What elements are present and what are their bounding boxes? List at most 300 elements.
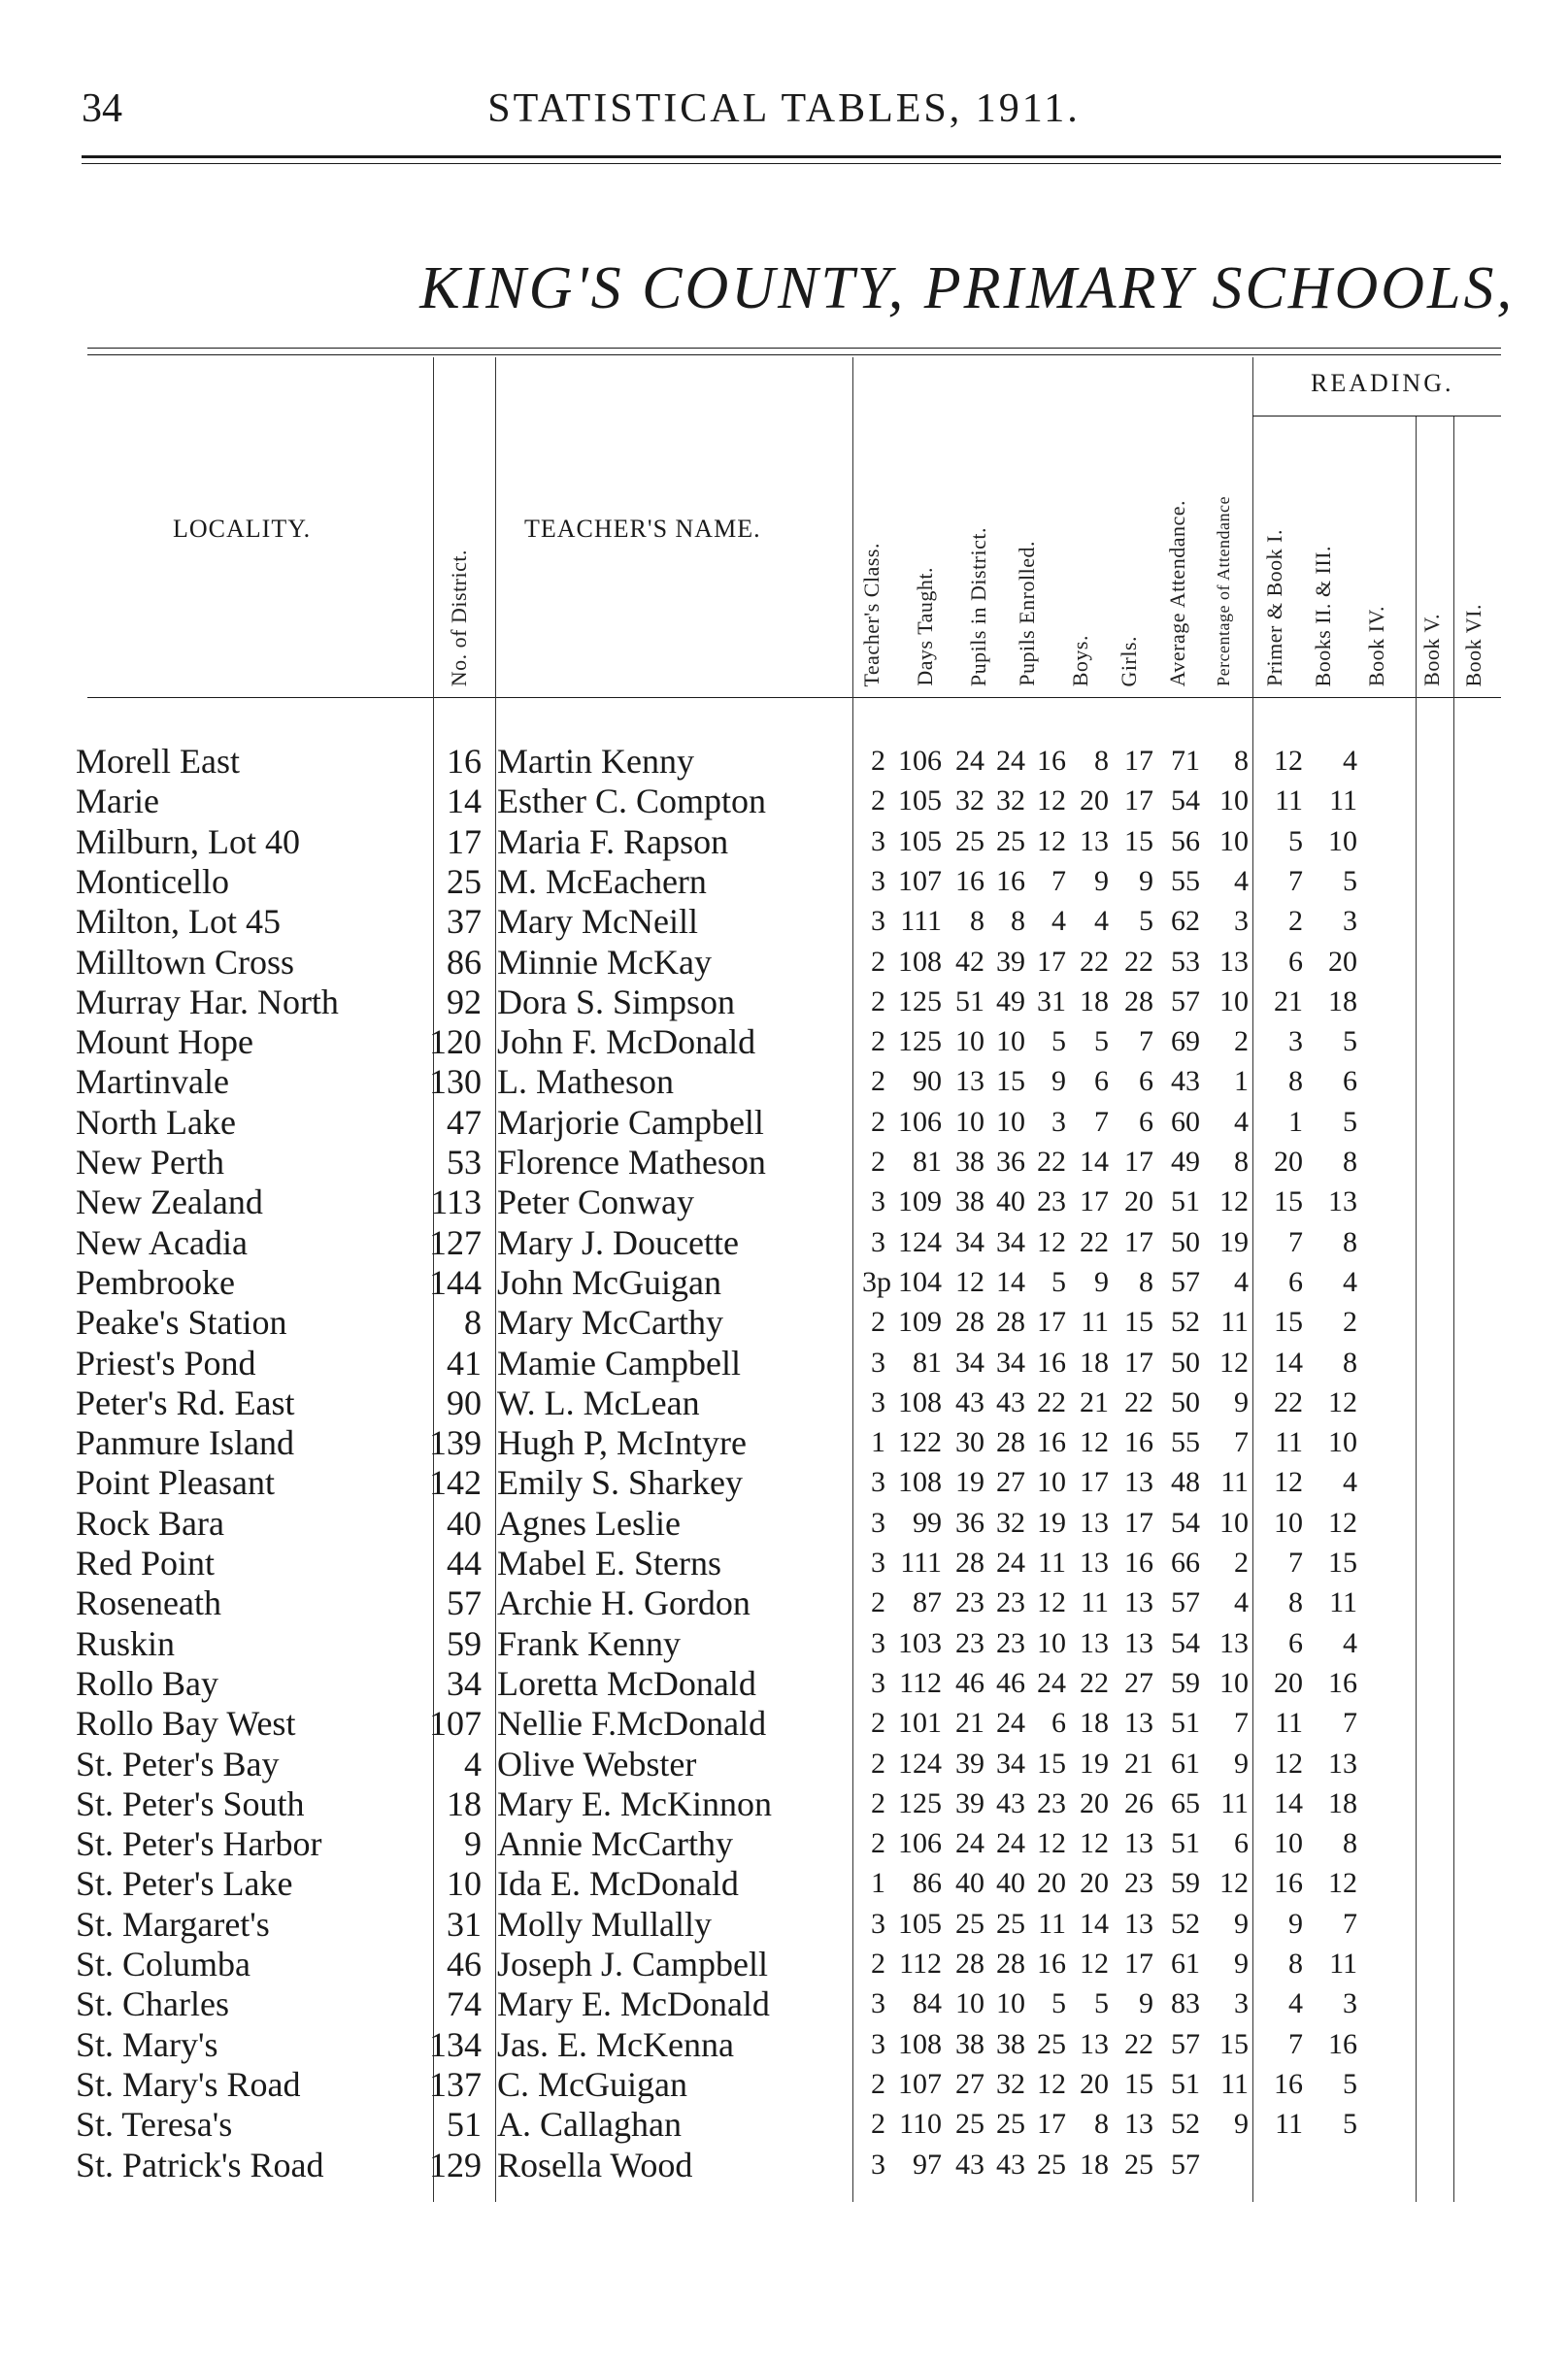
days-cell: 107 [898, 864, 942, 897]
header-avg-attendance: Average Attendance. [1165, 499, 1189, 686]
locality-cell: St. Columba [76, 1945, 251, 1983]
b23-cell: 16 [1274, 1867, 1303, 1900]
pct-cell: 54 [1171, 1506, 1200, 1539]
table-row [0, 1983, 1568, 2023]
cls-cell: 3 [871, 1506, 885, 1539]
days-cell: 125 [898, 984, 942, 1017]
locality-cell: Milburn, Lot 40 [76, 821, 300, 861]
b4-cell: 10 [1328, 1426, 1357, 1459]
cls-cell: 2 [871, 1747, 885, 1780]
enr-cell: 10 [996, 1105, 1025, 1138]
b4-cell: 4 [1343, 1626, 1357, 1659]
dist-cell: 28 [955, 1948, 984, 1980]
header-days-taught: Days Taught. [913, 567, 937, 686]
boys-cell: 11 [1038, 1907, 1066, 1940]
avg-cell: 13 [1124, 1827, 1153, 1860]
cls-cell: 2 [871, 745, 885, 777]
days-cell: 111 [900, 1547, 942, 1579]
b4-cell: 5 [1343, 2067, 1357, 2100]
b4-cell: 10 [1328, 824, 1357, 857]
enr-cell: 36 [996, 1146, 1025, 1178]
district-no-cell: 74 [447, 1984, 482, 2024]
boys-cell: 25 [1037, 2148, 1066, 2181]
district-no-cell: 18 [447, 1783, 482, 1823]
header-boys: Boys. [1068, 634, 1092, 686]
locality-cell: St. Peter's Bay [76, 1744, 280, 1783]
b23-cell: 12 [1274, 1466, 1303, 1499]
teacher-name-cell: Florence Matheson [497, 1143, 766, 1182]
locality-cell: Peter's Rd. East [76, 1383, 295, 1422]
b4-cell: 16 [1328, 2027, 1357, 2060]
district-no-cell: 34 [447, 1663, 482, 1703]
dist-cell: 38 [955, 1185, 984, 1218]
cls-cell: 3 [871, 864, 885, 897]
boys-cell: 3 [1051, 1105, 1066, 1138]
days-cell: 87 [913, 1586, 942, 1619]
district-no-cell: 137 [429, 2064, 482, 2104]
girls-cell: 22 [1080, 1225, 1109, 1258]
enr-cell: 32 [996, 784, 1025, 817]
locality-cell: North Lake [76, 1102, 236, 1142]
pct-cell: 53 [1171, 945, 1200, 978]
dist-cell: 40 [955, 1867, 984, 1900]
b4-cell: 13 [1328, 1747, 1357, 1780]
cls-cell: 2 [871, 784, 885, 817]
days-cell: 106 [898, 1105, 942, 1138]
locality-cell: Panmure Island [76, 1423, 294, 1463]
primer-cell: 13 [1219, 945, 1249, 978]
boys-cell: 25 [1037, 2027, 1066, 2060]
girls-cell: 9 [1094, 864, 1109, 897]
cls-cell: 1 [871, 1867, 885, 1900]
dist-cell: 34 [955, 1346, 984, 1379]
dist-cell: 39 [955, 1747, 984, 1780]
avg-cell: 26 [1124, 1786, 1153, 1819]
cls-cell: 2 [871, 1707, 885, 1740]
b4-cell: 8 [1343, 1146, 1357, 1178]
avg-cell: 25 [1124, 2148, 1153, 2181]
boys-cell: 12 [1037, 1827, 1066, 1860]
table-row [0, 1823, 1568, 1863]
days-cell: 105 [898, 824, 942, 857]
enr-cell: 28 [996, 1306, 1025, 1339]
girls-cell: 18 [1080, 1346, 1109, 1379]
days-cell: 84 [913, 1987, 942, 2020]
section-title: KING'S COUNTY, PRIMARY SCHOOLS, [419, 255, 1515, 321]
table-row [0, 1021, 1568, 1061]
avg-cell: 21 [1124, 1747, 1153, 1780]
dist-cell: 34 [955, 1225, 984, 1258]
teacher-name-cell: Hugh P, McIntyre [497, 1423, 747, 1463]
b23-cell: 14 [1274, 1346, 1303, 1379]
locality-cell: New Acadia [76, 1222, 248, 1262]
days-cell: 106 [898, 1827, 942, 1860]
dist-cell: 42 [955, 945, 984, 978]
header-rule-thick [82, 155, 1501, 158]
dist-cell: 38 [955, 2027, 984, 2060]
dist-cell: 13 [955, 1065, 984, 1098]
table-row [0, 1142, 1568, 1182]
boys-cell: 6 [1051, 1707, 1066, 1740]
days-cell: 125 [898, 1025, 942, 1058]
teacher-name-cell: C. McGuigan [497, 2064, 687, 2104]
cls-cell: 2 [871, 2108, 885, 2141]
b4-cell: 2 [1343, 1306, 1357, 1339]
table-row [0, 1102, 1568, 1142]
header-locality: LOCALITY. [173, 515, 312, 543]
enr-cell: 32 [996, 1506, 1025, 1539]
locality-cell: St. Teresa's [76, 2105, 233, 2145]
district-no-cell: 14 [447, 782, 482, 821]
girls-cell: 8 [1094, 745, 1109, 777]
b4-cell: 5 [1343, 2108, 1357, 2141]
boys-cell: 20 [1037, 1867, 1066, 1900]
district-no-cell: 57 [447, 1583, 482, 1623]
boys-cell: 23 [1037, 1185, 1066, 1218]
dist-cell: 43 [955, 1385, 984, 1418]
girls-cell: 8 [1094, 2108, 1109, 2141]
primer-cell: 7 [1234, 1426, 1249, 1459]
table-row [0, 1343, 1568, 1383]
cls-cell: 3 [871, 1385, 885, 1418]
b4-cell: 3 [1343, 905, 1357, 938]
locality-cell: St. Peter's South [76, 1783, 305, 1823]
table-row [0, 1302, 1568, 1342]
teacher-name-cell: Mabel E. Sterns [497, 1544, 721, 1583]
cls-cell: 2 [871, 1025, 885, 1058]
enr-cell: 10 [996, 1987, 1025, 2020]
b23-cell: 20 [1274, 1146, 1303, 1178]
dist-cell: 10 [955, 1987, 984, 2020]
days-cell: 81 [913, 1146, 942, 1178]
header-book-4: Book IV. [1364, 605, 1388, 686]
days-cell: 112 [899, 1948, 942, 1980]
cls-cell: 2 [871, 1827, 885, 1860]
enr-cell: 23 [996, 1586, 1025, 1619]
boys-cell: 12 [1037, 1225, 1066, 1258]
district-no-cell: 134 [429, 2024, 482, 2064]
boys-cell: 23 [1037, 1786, 1066, 1819]
b23-cell: 6 [1288, 945, 1303, 978]
primer-cell: 9 [1234, 1385, 1249, 1418]
pct-cell: 57 [1171, 1586, 1200, 1619]
enr-cell: 27 [996, 1466, 1025, 1499]
b23-cell: 9 [1288, 1907, 1303, 1940]
b4-cell: 12 [1328, 1867, 1357, 1900]
boys-cell: 22 [1037, 1385, 1066, 1418]
pct-cell: 52 [1171, 1306, 1200, 1339]
b4-cell: 8 [1343, 1827, 1357, 1860]
avg-cell: 13 [1124, 1626, 1153, 1659]
header-teacher-class: Teacher's Class. [859, 542, 884, 686]
table-row [0, 1583, 1568, 1622]
teacher-name-cell: Archie H. Gordon [497, 1583, 751, 1623]
days-cell: 107 [898, 2067, 942, 2100]
primer-cell: 11 [1220, 1466, 1249, 1499]
primer-cell: 3 [1234, 1987, 1249, 2020]
girls-cell: 18 [1080, 1707, 1109, 1740]
avg-cell: 17 [1124, 1506, 1153, 1539]
locality-cell: Rock Bara [76, 1503, 224, 1543]
locality-cell: St. Patrick's Road [76, 2145, 324, 2184]
girls-cell: 12 [1080, 1948, 1109, 1980]
pct-cell: 50 [1171, 1385, 1200, 1418]
girls-cell: 4 [1094, 905, 1109, 938]
enr-cell: 10 [996, 1025, 1025, 1058]
header-pct-attendance: Percentage of Attendance [1214, 496, 1233, 686]
days-cell: 108 [898, 1466, 942, 1499]
b23-cell: 22 [1274, 1385, 1303, 1418]
table-row [0, 1783, 1568, 1823]
dist-cell: 36 [955, 1506, 984, 1539]
pct-cell: 62 [1171, 905, 1200, 938]
girls-cell: 12 [1080, 1827, 1109, 1860]
b23-cell: 14 [1274, 1786, 1303, 1819]
primer-cell: 10 [1219, 1666, 1249, 1699]
boys-cell: 22 [1037, 1146, 1066, 1178]
girls-cell: 13 [1080, 2027, 1109, 2060]
pct-cell: 48 [1171, 1466, 1200, 1499]
b23-cell: 6 [1288, 1626, 1303, 1659]
b4-cell: 12 [1328, 1506, 1357, 1539]
dist-cell: 32 [955, 784, 984, 817]
avg-cell: 27 [1124, 1666, 1153, 1699]
locality-cell: Roseneath [76, 1583, 221, 1623]
b23-cell: 6 [1288, 1265, 1303, 1298]
district-no-cell: 47 [447, 1102, 482, 1142]
days-cell: 110 [899, 2108, 942, 2141]
teacher-name-cell: L. Matheson [497, 1062, 674, 1102]
teacher-name-cell: Nellie F.McDonald [497, 1704, 767, 1744]
teacher-name-cell: Olive Webster [497, 1744, 697, 1783]
locality-cell: Point Pleasant [76, 1463, 275, 1503]
header-pupils-enrolled: Pupils Enrolled. [1015, 541, 1039, 686]
table-row [0, 1904, 1568, 1944]
avg-cell: 13 [1124, 1586, 1153, 1619]
boys-cell: 5 [1051, 1987, 1066, 2020]
teacher-name-cell: W. L. McLean [497, 1383, 700, 1422]
district-no-cell: 46 [447, 1945, 482, 1983]
header-girls: Girls. [1117, 635, 1141, 686]
teacher-name-cell: Molly Mullally [497, 1904, 713, 1944]
b23-cell: 2 [1288, 905, 1303, 938]
days-cell: 106 [898, 745, 942, 777]
boys-cell: 10 [1037, 1466, 1066, 1499]
b23-cell: 4 [1288, 1987, 1303, 2020]
district-no-cell: 31 [447, 1904, 482, 1944]
header-bottom-rule [87, 697, 1501, 698]
b23-cell: 21 [1274, 984, 1303, 1017]
teacher-name-cell: Annie McCarthy [497, 1824, 733, 1864]
district-no-cell: 40 [447, 1503, 482, 1543]
b4-cell: 4 [1343, 1466, 1357, 1499]
district-no-cell: 127 [429, 1222, 482, 1262]
running-title: STATISTICAL TABLES, 1911. [487, 86, 1081, 131]
enr-cell: 25 [996, 2108, 1025, 2141]
days-cell: 90 [913, 1065, 942, 1098]
teacher-name-cell: Mary E. McKinnon [497, 1783, 772, 1823]
enr-cell: 25 [996, 1907, 1025, 1940]
table-row [0, 1182, 1568, 1221]
dist-cell: 25 [955, 1907, 984, 1940]
boys-cell: 12 [1037, 824, 1066, 857]
locality-cell: Rollo Bay West [76, 1704, 296, 1744]
avg-cell: 22 [1124, 2027, 1153, 2060]
enr-cell: 23 [996, 1626, 1025, 1659]
b23-cell: 11 [1275, 1426, 1303, 1459]
enr-cell: 24 [996, 745, 1025, 777]
b4-cell: 11 [1329, 784, 1357, 817]
avg-cell: 7 [1139, 1025, 1153, 1058]
boys-cell: 17 [1037, 2108, 1066, 2141]
primer-cell: 2 [1234, 1547, 1249, 1579]
days-cell: 109 [898, 1185, 942, 1218]
days-cell: 109 [898, 1306, 942, 1339]
cls-cell: 3 [871, 1987, 885, 2020]
table-row [0, 1623, 1568, 1663]
dist-cell: 25 [955, 824, 984, 857]
teacher-name-cell: Marjorie Campbell [497, 1102, 764, 1142]
b23-cell: 15 [1274, 1185, 1303, 1218]
b4-cell: 8 [1343, 1225, 1357, 1258]
b23-cell: 11 [1275, 784, 1303, 817]
primer-cell: 8 [1234, 745, 1249, 777]
primer-cell: 12 [1219, 1185, 1249, 1218]
boys-cell: 31 [1037, 984, 1066, 1017]
district-no-cell: 51 [447, 2105, 482, 2145]
header-book-6: Book VI. [1461, 603, 1485, 686]
table-row [0, 861, 1568, 901]
days-cell: 112 [899, 1666, 942, 1699]
primer-cell: 11 [1220, 1786, 1249, 1819]
girls-cell: 11 [1081, 1586, 1109, 1619]
girls-cell: 18 [1080, 984, 1109, 1017]
enr-cell: 40 [996, 1185, 1025, 1218]
avg-cell: 15 [1124, 1306, 1153, 1339]
cls-cell: 3 [871, 1666, 885, 1699]
b23-cell: 20 [1274, 1666, 1303, 1699]
boys-cell: 9 [1051, 1065, 1066, 1098]
teacher-name-cell: Jas. E. McKenna [497, 2024, 734, 2064]
primer-cell: 10 [1219, 824, 1249, 857]
locality-cell: Murray Har. North [76, 982, 339, 1021]
days-cell: 86 [913, 1867, 942, 1900]
days-cell: 81 [913, 1346, 942, 1379]
enr-cell: 34 [996, 1225, 1025, 1258]
boys-cell: 5 [1051, 1025, 1066, 1058]
b23-cell: 7 [1288, 864, 1303, 897]
locality-cell: Monticello [76, 861, 229, 901]
avg-cell: 22 [1124, 945, 1153, 978]
girls-cell: 13 [1080, 1626, 1109, 1659]
pct-cell: 51 [1171, 1185, 1200, 1218]
cls-cell: 3 [871, 1547, 885, 1579]
dist-cell: 46 [955, 1666, 984, 1699]
district-no-cell: 44 [447, 1544, 482, 1583]
girls-cell: 12 [1080, 1426, 1109, 1459]
teacher-name-cell: Mamie Campbell [497, 1343, 741, 1383]
locality-cell: Red Point [76, 1544, 216, 1583]
cls-cell: 2 [871, 984, 885, 1017]
primer-cell: 12 [1219, 1346, 1249, 1379]
days-cell: 105 [898, 1907, 942, 1940]
girls-cell: 13 [1080, 824, 1109, 857]
district-no-cell: 17 [447, 821, 482, 861]
b23-cell: 7 [1288, 1225, 1303, 1258]
primer-cell: 8 [1234, 1146, 1249, 1178]
teacher-name-cell: Mary McNeill [497, 902, 698, 942]
header-reading: READING. [1311, 369, 1454, 397]
avg-cell: 13 [1124, 1907, 1153, 1940]
district-no-cell: 130 [429, 1062, 482, 1102]
dist-cell: 39 [955, 1786, 984, 1819]
pct-cell: 54 [1171, 1626, 1200, 1659]
table-top-rule-2 [87, 354, 1501, 355]
locality-cell: Martinvale [76, 1062, 229, 1102]
dist-cell: 10 [955, 1025, 984, 1058]
avg-cell: 20 [1124, 1185, 1153, 1218]
b23-cell: 15 [1274, 1306, 1303, 1339]
locality-cell: St. Peter's Lake [76, 1864, 293, 1904]
b4-cell: 3 [1343, 1987, 1357, 2020]
locality-cell: St. Charles [76, 1984, 229, 2024]
primer-cell: 19 [1219, 1225, 1249, 1258]
avg-cell: 17 [1124, 1146, 1153, 1178]
locality-cell: St. Peter's Harbor [76, 1824, 322, 1864]
enr-cell: 24 [996, 1707, 1025, 1740]
boys-cell: 16 [1037, 1426, 1066, 1459]
b23-cell: 7 [1288, 2027, 1303, 2060]
district-no-cell: 139 [429, 1423, 482, 1463]
page-number: 34 [82, 86, 122, 131]
dist-cell: 30 [955, 1426, 984, 1459]
enr-cell: 46 [996, 1666, 1025, 1699]
avg-cell: 28 [1124, 984, 1153, 1017]
teacher-name-cell: Martin Kenny [497, 742, 694, 781]
pct-cell: 52 [1171, 1907, 1200, 1940]
dist-cell: 12 [955, 1265, 984, 1298]
enr-cell: 34 [996, 1346, 1025, 1379]
cls-cell: 3p [862, 1265, 891, 1298]
dist-cell: 43 [955, 2148, 984, 2181]
enr-cell: 34 [996, 1747, 1025, 1780]
avg-cell: 17 [1124, 784, 1153, 817]
pct-cell: 59 [1171, 1666, 1200, 1699]
cls-cell: 3 [871, 1346, 885, 1379]
avg-cell: 17 [1124, 1346, 1153, 1379]
cls-cell: 2 [871, 2067, 885, 2100]
district-no-cell: 8 [464, 1303, 482, 1343]
days-cell: 122 [898, 1426, 942, 1459]
locality-cell: Milltown Cross [76, 942, 295, 982]
days-cell: 125 [898, 1786, 942, 1819]
teacher-name-cell: Emily S. Sharkey [497, 1463, 743, 1503]
avg-cell: 15 [1124, 824, 1153, 857]
enr-cell: 43 [996, 1786, 1025, 1819]
district-no-cell: 120 [429, 1022, 482, 1062]
primer-cell: 1 [1234, 1065, 1249, 1098]
primer-cell: 9 [1234, 1907, 1249, 1940]
girls-cell: 20 [1080, 784, 1109, 817]
locality-cell: St. Mary's [76, 2024, 218, 2064]
table-row [0, 901, 1568, 941]
locality-cell: New Zealand [76, 1183, 263, 1222]
teacher-name-cell: John F. McDonald [497, 1022, 756, 1062]
cls-cell: 2 [871, 1146, 885, 1178]
cls-cell: 3 [871, 1225, 885, 1258]
enr-cell: 43 [996, 2148, 1025, 2181]
dist-cell: 28 [955, 1306, 984, 1339]
